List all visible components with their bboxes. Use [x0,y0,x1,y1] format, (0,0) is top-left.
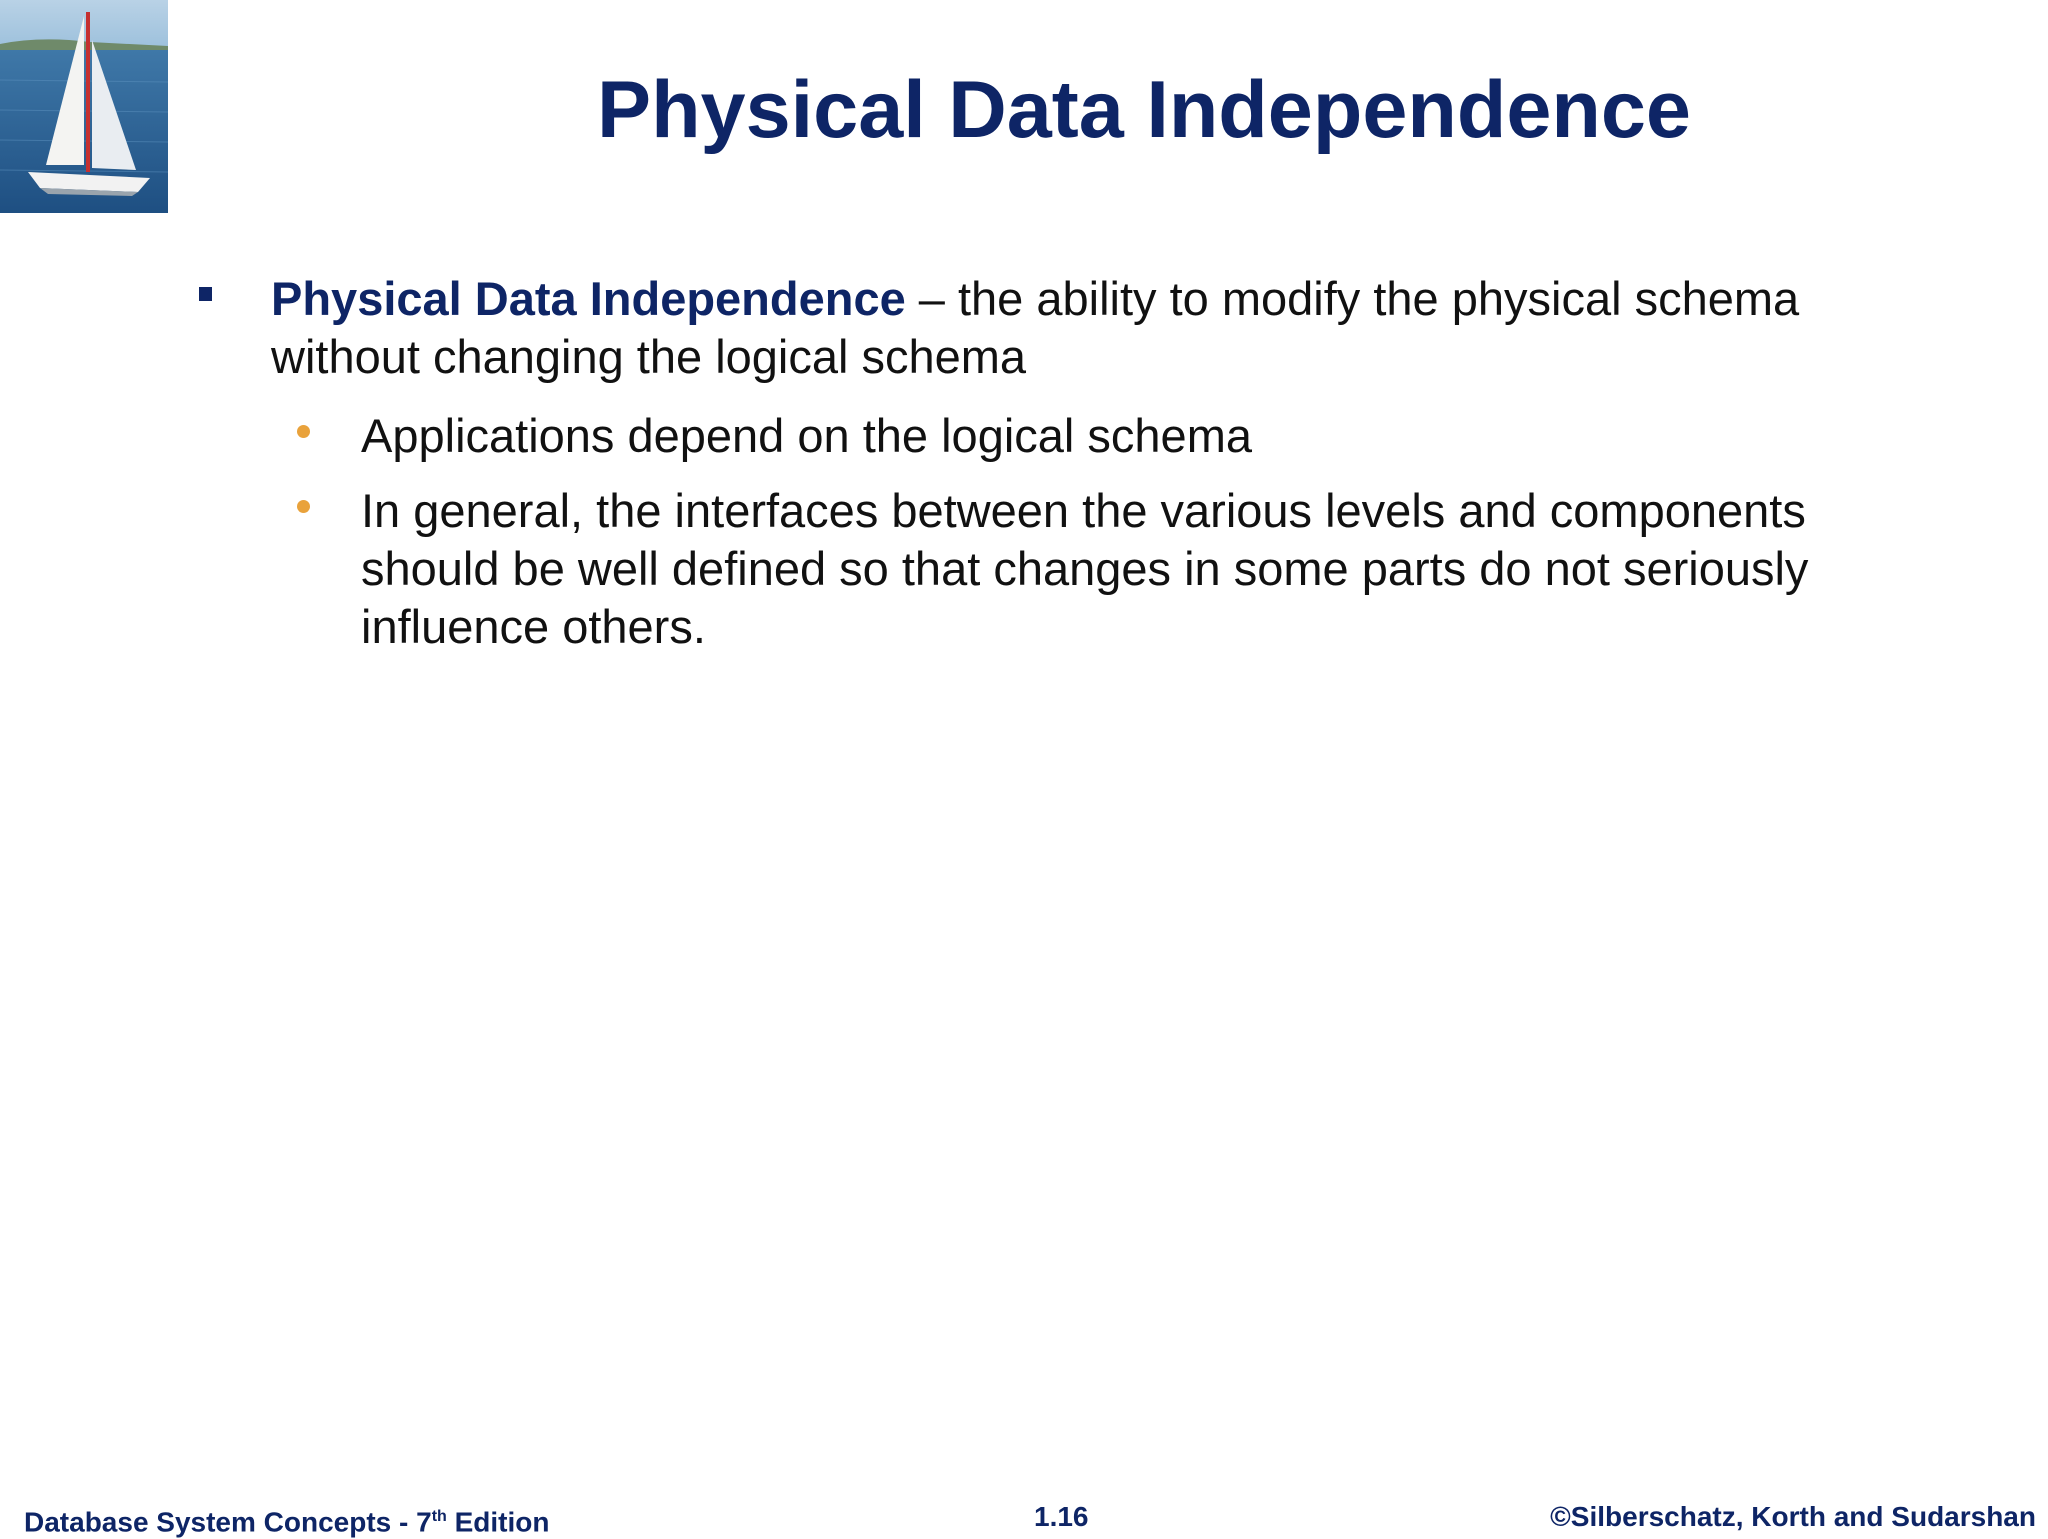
footer-copyright: ©Silberschatz, Korth and Sudarshan [1550,1501,2036,1532]
slide-title: Physical Data Independence [597,65,1691,155]
sub-bullet-1: Applications depend on the logical schema [361,409,1252,462]
sailboat-logo-image [0,0,168,213]
footer-sup: th [431,1508,447,1525]
footer-page-number: 1.16 [1034,1501,1089,1532]
main-bullet [271,270,1891,386]
main-bullet-text: – the ability to modify the physical schema without changing the logical schema [271,272,1800,383]
sub-bullet-dot-icon [297,425,310,438]
sub-bullet-dot-icon [297,500,310,513]
term-physical-data-independence: Physical Data Independence [271,272,906,325]
square-bullet-icon [199,287,212,301]
footer-edition: Edition [446,1506,550,1538]
footer-book: Database System Concepts - 7 [24,1506,432,1538]
footer-book-title [24,1500,549,1539]
sub-bullet-2: In general, the interfaces between the various levels and components should be well defined so that changes in some parts do not seriously influence others. [361,484,1809,653]
